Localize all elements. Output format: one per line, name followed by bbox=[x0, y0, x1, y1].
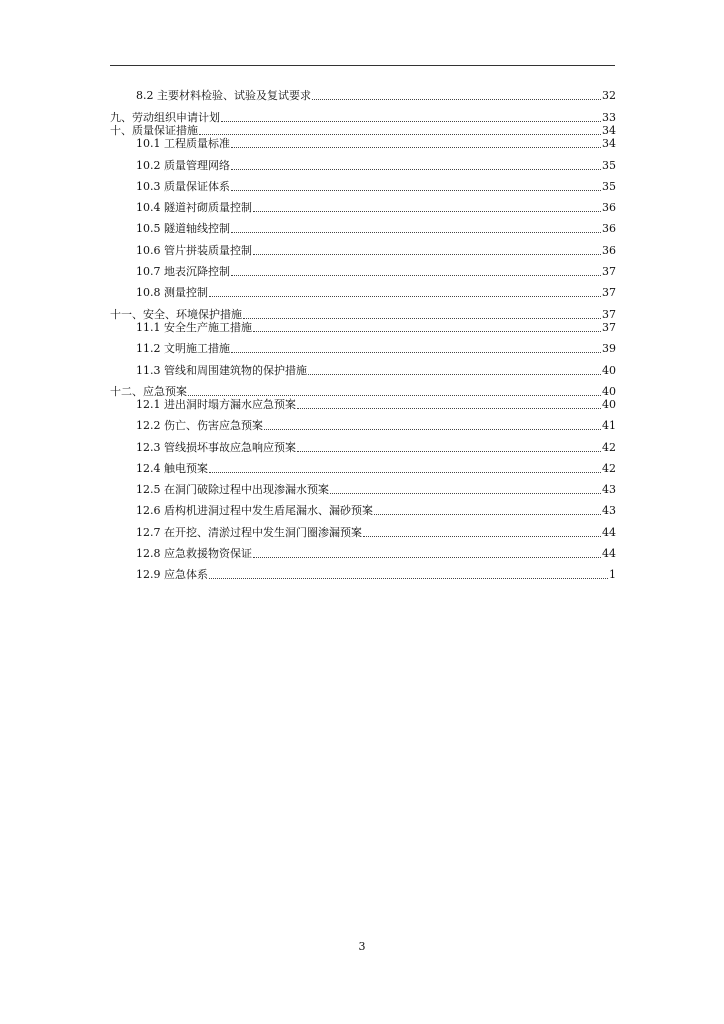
toc-entry[interactable] bbox=[136, 158, 616, 172]
toc-entry-title: 九、劳动组织申请计划 bbox=[110, 111, 220, 124]
toc-leader-dots bbox=[231, 232, 601, 233]
toc-entry[interactable] bbox=[110, 384, 616, 398]
toc-entry-title: 十、质量保证措施 bbox=[110, 124, 198, 137]
toc-leader-dots bbox=[297, 451, 601, 452]
toc-entry-page: 37 bbox=[602, 286, 616, 299]
toc-leader-dots bbox=[231, 352, 601, 353]
toc-entry-page: 32 bbox=[602, 89, 616, 102]
toc-entry-title: 10.3 质量保证体系 bbox=[136, 180, 230, 193]
toc-leader-dots bbox=[297, 408, 601, 409]
toc-entry[interactable] bbox=[136, 88, 616, 102]
toc-entry-title: 12.5 在洞门破除过程中出现渗漏水预案 bbox=[136, 483, 329, 496]
toc-entry-title: 8.2 主要材料检验、试验及复试要求 bbox=[136, 89, 311, 102]
toc-entry-page: 37 bbox=[602, 308, 616, 321]
toc-entry-title: 11.3 管线和周围建筑物的保护措施 bbox=[136, 364, 307, 377]
toc-leader-dots bbox=[199, 134, 601, 135]
toc-leader-dots bbox=[374, 514, 601, 515]
toc-leader-dots bbox=[363, 536, 601, 537]
toc-entry-page: 36 bbox=[602, 244, 616, 257]
toc-entry[interactable] bbox=[136, 179, 616, 193]
toc-entry[interactable] bbox=[136, 243, 616, 257]
toc-entry-title: 10.8 测量控制 bbox=[136, 286, 208, 299]
toc-entry-page: 43 bbox=[602, 483, 616, 496]
toc-entry[interactable] bbox=[136, 503, 616, 517]
toc-entry[interactable] bbox=[136, 341, 616, 355]
toc-entry-page: 34 bbox=[602, 137, 616, 150]
toc-entry-page: 37 bbox=[602, 265, 616, 278]
toc-entry[interactable] bbox=[136, 221, 616, 235]
toc-entry-page: 35 bbox=[602, 180, 616, 193]
toc-entry-title: 10.6 管片拼装质量控制 bbox=[136, 244, 252, 257]
toc-leader-dots bbox=[264, 429, 601, 430]
toc-entry[interactable] bbox=[136, 461, 616, 475]
toc-entry-page: 41 bbox=[602, 419, 616, 432]
toc-entry-page: 44 bbox=[602, 547, 616, 560]
toc-leader-dots bbox=[253, 331, 601, 332]
toc-leader-dots bbox=[188, 395, 601, 396]
toc-leader-dots bbox=[231, 169, 601, 170]
toc-entry[interactable] bbox=[136, 482, 616, 496]
toc-entry-page: 33 bbox=[602, 111, 616, 124]
toc-leader-dots bbox=[221, 121, 601, 122]
toc-entry-page: 40 bbox=[602, 398, 616, 411]
toc-entry-title: 12.1 进出洞时塌方漏水应急预案 bbox=[136, 398, 296, 411]
toc-entry[interactable] bbox=[110, 307, 616, 321]
toc-entry[interactable] bbox=[136, 546, 616, 560]
toc-leader-dots bbox=[312, 99, 601, 100]
toc-leader-dots bbox=[253, 211, 601, 212]
toc-leader-dots bbox=[253, 254, 601, 255]
toc-entry[interactable] bbox=[110, 123, 616, 137]
toc-entry-page: 42 bbox=[602, 462, 616, 475]
toc-entry-title: 12.2 伤亡、伤害应急预案 bbox=[136, 419, 263, 432]
toc-entry-title: 10.4 隧道衬砌质量控制 bbox=[136, 201, 252, 214]
toc-entry[interactable] bbox=[136, 567, 616, 581]
toc-entry-page: 40 bbox=[602, 385, 616, 398]
toc-entry-title: 10.2 质量管理网络 bbox=[136, 159, 230, 172]
toc-entry[interactable] bbox=[136, 136, 616, 150]
toc-entry-page: 39 bbox=[602, 342, 616, 355]
toc-entry-title: 12.7 在开挖、清淤过程中发生洞门圈渗漏预案 bbox=[136, 526, 362, 539]
toc-entry[interactable] bbox=[136, 264, 616, 278]
toc-entry-title: 10.5 隧道轴线控制 bbox=[136, 222, 230, 235]
toc-leader-dots bbox=[231, 147, 601, 148]
toc-entry-page: 36 bbox=[602, 222, 616, 235]
toc-leader-dots bbox=[209, 472, 601, 473]
toc-entry-page: 34 bbox=[602, 124, 616, 137]
toc-leader-dots bbox=[308, 374, 601, 375]
toc-leader-dots bbox=[253, 557, 601, 558]
toc-entry[interactable] bbox=[110, 110, 616, 124]
toc-entry-page: 44 bbox=[602, 526, 616, 539]
toc-entry-title: 12.9 应急体系 bbox=[136, 568, 208, 581]
toc-entry[interactable] bbox=[136, 285, 616, 299]
toc-leader-dots bbox=[209, 578, 608, 579]
toc-entry-title: 十一、安全、环境保护措施 bbox=[110, 308, 242, 321]
toc-leader-dots bbox=[231, 190, 601, 191]
toc-leader-dots bbox=[330, 493, 601, 494]
toc-entry-page: 37 bbox=[602, 321, 616, 334]
toc-entry[interactable] bbox=[136, 525, 616, 539]
toc-entry-title: 10.1 工程质量标准 bbox=[136, 137, 230, 150]
toc-entry-title: 12.4 触电预案 bbox=[136, 462, 208, 475]
toc-entry-page: 43 bbox=[602, 504, 616, 517]
toc-entry[interactable] bbox=[136, 200, 616, 214]
toc-entry[interactable] bbox=[136, 418, 616, 432]
toc-entry[interactable] bbox=[136, 440, 616, 454]
toc-entry-title: 11.2 文明施工措施 bbox=[136, 342, 230, 355]
toc-entry-title: 12.3 管线损坏事故应急响应预案 bbox=[136, 441, 296, 454]
toc-entry[interactable] bbox=[136, 320, 616, 334]
toc-entry-title: 12.8 应急救援物资保证 bbox=[136, 547, 252, 560]
toc-entry-title: 十二、应急预案 bbox=[110, 385, 187, 398]
toc-entry-title: 11.1 安全生产施工措施 bbox=[136, 321, 252, 334]
toc-entry-page: 35 bbox=[602, 159, 616, 172]
toc-leader-dots bbox=[243, 318, 601, 319]
toc-entry-title: 10.7 地表沉降控制 bbox=[136, 265, 230, 278]
toc-entry-page: 40 bbox=[602, 364, 616, 377]
toc-leader-dots bbox=[231, 275, 601, 276]
toc-entry-page: 42 bbox=[602, 441, 616, 454]
toc-entry[interactable] bbox=[136, 363, 616, 377]
toc-entry-title: 12.6 盾构机进洞过程中发生盾尾漏水、漏砂预案 bbox=[136, 504, 373, 517]
toc-leader-dots bbox=[209, 296, 601, 297]
page-number: 3 bbox=[358, 940, 366, 953]
toc-entry[interactable] bbox=[136, 397, 616, 411]
toc-entry-page: 1 bbox=[609, 568, 616, 581]
toc-entry-page: 36 bbox=[602, 201, 616, 214]
